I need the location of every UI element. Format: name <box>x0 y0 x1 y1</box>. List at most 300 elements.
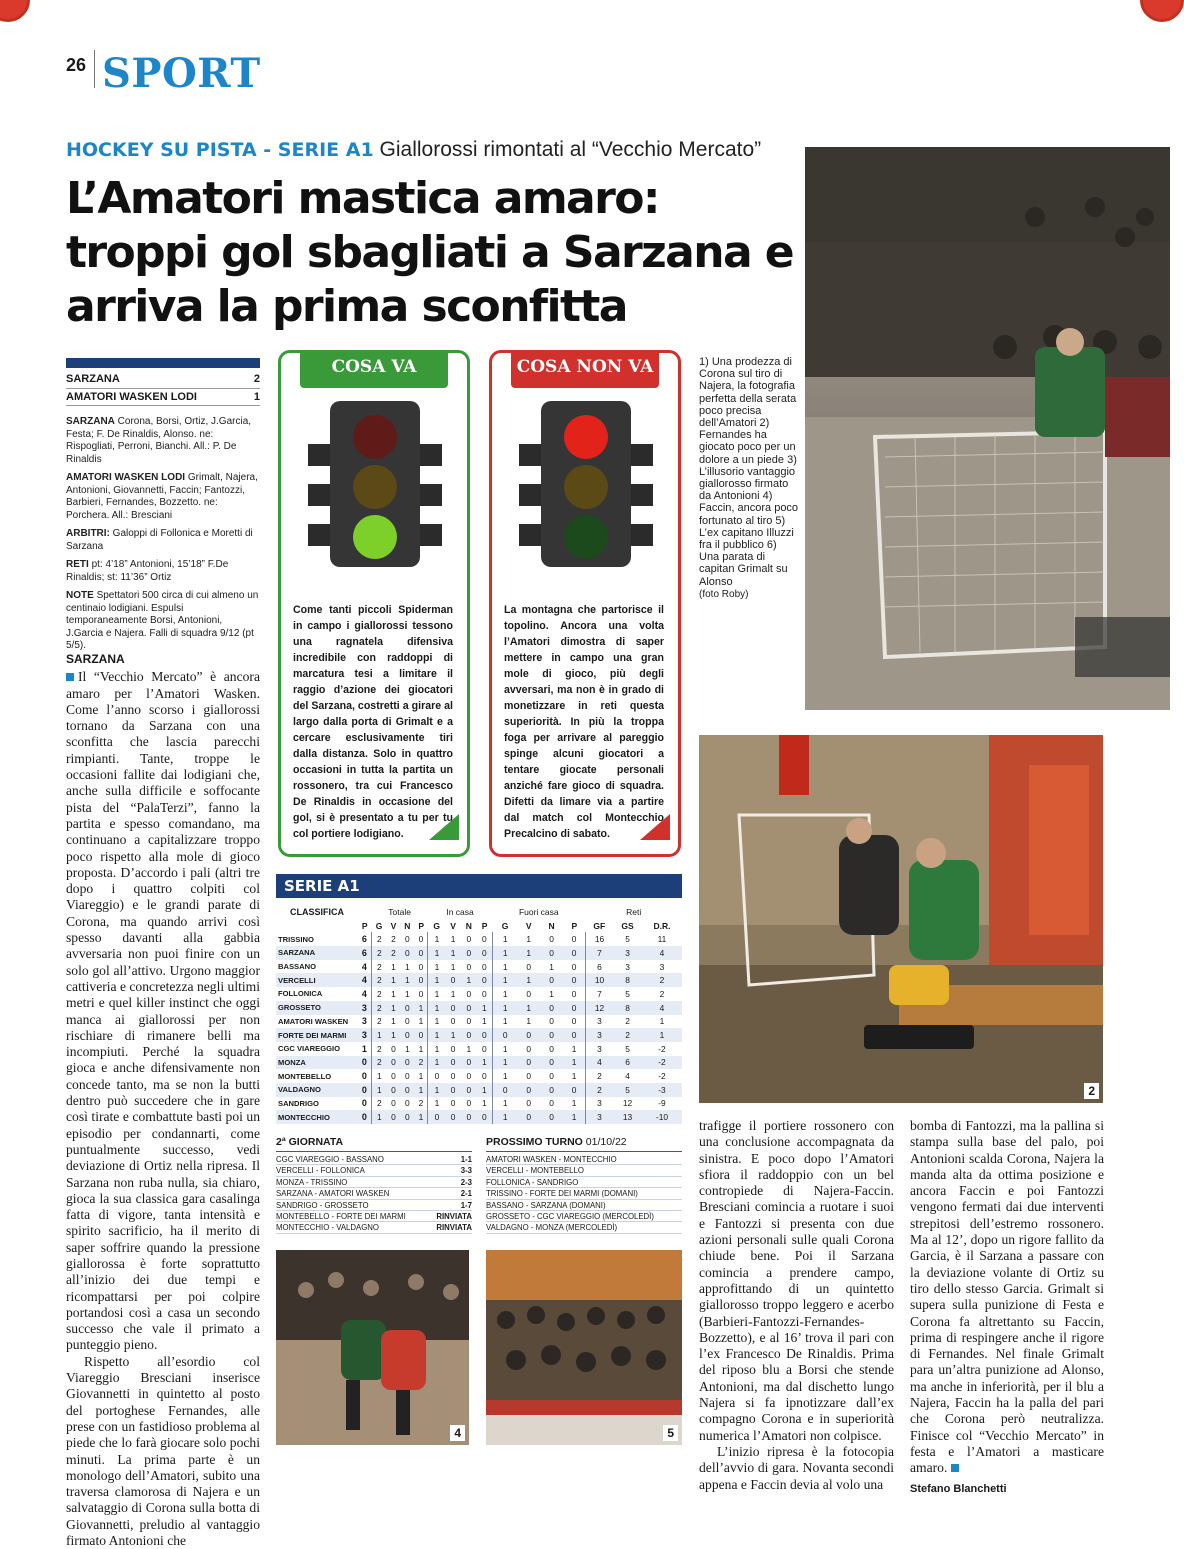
traffic-light-red-icon <box>516 399 656 569</box>
stat-cell: 3 <box>358 1028 371 1042</box>
column-header: P <box>418 920 425 931</box>
match-teams: SANDRIGO - GROSSETO <box>276 1200 369 1210</box>
stat-cell: 0 <box>450 1043 456 1054</box>
standings-row <box>276 1056 682 1070</box>
result-row <box>276 1222 472 1233</box>
stat-cell: 3 <box>361 1016 367 1027</box>
standings-row <box>276 1069 682 1083</box>
article-column-4 <box>910 1118 1104 1497</box>
stat-cell: 1 <box>492 1056 518 1070</box>
stat-cell: 1 <box>571 1098 577 1109</box>
stat-cell: 1 <box>450 988 456 999</box>
match-teams: MONTECCHIO - VALDAGNO <box>276 1223 379 1233</box>
stat-cell: 2 <box>371 1015 387 1029</box>
stat-cell: 0 <box>361 1098 367 1109</box>
column-header: GF <box>593 920 606 931</box>
stat-cell: 0 <box>540 1056 564 1070</box>
stat-cell: 0 <box>482 934 487 945</box>
away-lineup: AMATORI WASKEN LODI Grimalt, Najera, Antonioni, Giovannetti, Faccin; Fantozzi, Barbieri, Fernandes, Bozzetto. ne: Porchera. All.: Bresciani <box>66 472 258 521</box>
stat-cell: 1 <box>371 1083 387 1097</box>
stat-cell: 1 <box>549 988 554 999</box>
paragraph: L’inizio ripresa è la fotocopia dell’avvio di gara. Novanta secondi appena e Faccin devia al volo una <box>699 1443 894 1492</box>
stat-cell: 4 <box>642 946 682 960</box>
column-header: P <box>481 920 488 931</box>
stat-cell: 3 <box>613 946 642 960</box>
stat-cell: 0 <box>400 1083 414 1097</box>
standings-row <box>276 1097 682 1111</box>
stat-cell: 1 <box>526 934 532 945</box>
stat-cell: 0 <box>405 1016 410 1027</box>
match-score: RINVIATA <box>436 1223 472 1233</box>
stat-cell: 0 <box>492 1083 518 1097</box>
column-header: V <box>390 920 397 931</box>
stat-cell: 2 <box>371 960 387 974</box>
stat-cell: 0 <box>549 934 554 945</box>
stat-cell: 1 <box>518 973 540 987</box>
stat-cell: 0 <box>358 1110 371 1124</box>
standings-group-header <box>276 905 682 919</box>
fixture-row <box>486 1222 682 1233</box>
home-team-row <box>66 371 260 389</box>
stat-cell: 1 <box>415 1083 428 1097</box>
stat-cell: 6 <box>613 1056 642 1070</box>
scorebox-bar <box>66 358 260 368</box>
fixture-teams: VALDAGNO - MONZA (MERCOLEDÌ) <box>486 1223 618 1233</box>
stat-cell: 0 <box>540 1083 564 1097</box>
match-score: 2-1 <box>460 1189 472 1199</box>
group-totale: Totale <box>388 906 411 917</box>
stat-cell: -2 <box>642 1056 682 1070</box>
stat-cell: 0 <box>415 1028 428 1042</box>
stat-cell: 0 <box>549 1098 554 1109</box>
stat-cell: 0 <box>450 1016 456 1027</box>
stat-cell: 0 <box>461 946 477 960</box>
standings-column-header <box>276 919 682 933</box>
stat-cell: 3 <box>585 1042 613 1056</box>
stat-cell: 0 <box>466 961 472 972</box>
result-row <box>276 1177 472 1188</box>
stat-cell: 1 <box>428 1042 446 1056</box>
team-name: MONTECCHIO <box>276 1110 358 1124</box>
stat-cell: 1 <box>428 987 446 1001</box>
away-score: 1 <box>253 390 260 403</box>
stat-cell: 0 <box>477 973 492 987</box>
standings-row <box>276 987 682 1001</box>
column-header: V <box>450 920 456 931</box>
column-header: G <box>501 920 509 931</box>
fixture-row <box>486 1154 682 1165</box>
stat-cell: 0 <box>415 946 428 960</box>
fixture-row <box>486 1200 682 1211</box>
stat-cell: 0 <box>482 1071 487 1082</box>
team-name: MONZA <box>276 1056 358 1070</box>
photo-player-bench <box>699 735 1103 1103</box>
stat-cell: 0 <box>466 1098 472 1109</box>
stat-cell: 1 <box>518 1001 540 1015</box>
stat-cell: 1 <box>391 1016 396 1027</box>
stat-cell: 1 <box>391 988 396 999</box>
stat-cell: 1 <box>450 934 456 945</box>
stat-cell: -3 <box>642 1083 682 1097</box>
section-title: SPORT <box>102 50 261 97</box>
match-score: 1-1 <box>460 1155 472 1164</box>
stat-cell: 1 <box>418 1016 424 1027</box>
stat-cell: 2 <box>371 973 387 987</box>
stat-cell: 1 <box>428 1056 446 1070</box>
stat-cell: 1 <box>415 1110 428 1124</box>
stat-cell: 0 <box>477 1110 492 1124</box>
stat-cell: 2 <box>625 1016 630 1027</box>
fixture-teams: AMATORI WASKEN - MONTECCHIO <box>486 1155 617 1164</box>
photo-faccin <box>276 1250 469 1445</box>
photo-credit: (foto Roby) <box>699 588 749 600</box>
standings-row <box>276 1028 682 1042</box>
match-score: RINVIATA <box>436 1211 472 1221</box>
stat-cell: 3 <box>659 961 665 972</box>
team-name: FORTE DEI MARMI <box>276 1028 358 1042</box>
standings-table <box>276 905 682 1124</box>
standings-row <box>276 973 682 987</box>
stat-cell: 0 <box>563 1028 585 1042</box>
photo-crowd <box>486 1250 682 1445</box>
kicker <box>66 138 761 162</box>
stat-cell: 0 <box>466 1016 472 1027</box>
cosa-va-text: Come tanti piccoli Spiderman in campo i giallorossi tessono una ragnatela difensiva incredibile con raddoppi di marcatura tesi a limitare il raggio d’azione dei giocatori del Sarzana, costretti a girare al largo dalla porta di Grimalt e a cercare esclusivamente tiri dalla distanza. Solo in quattro occasioni in tutta la partita un rossonero, tra cui Francesco De Rinaldis in occasione del gol, si è presentato a tu per tu col portiere lodigiano. <box>293 604 453 840</box>
stat-cell: 0 <box>526 1071 532 1082</box>
stat-cell: 0 <box>540 1028 564 1042</box>
home-score: 2 <box>253 373 260 385</box>
corner-decoration-right <box>1140 0 1184 22</box>
headline: L’Amatori mastica amaro: troppi gol sbagliati a Sarzana e arriva la prima sconfitta <box>66 173 794 332</box>
photo-goalkeeper-save <box>805 147 1170 710</box>
captions-text: 1) Una prodezza di Corona sul tiro di Najera, la fotografia perfetta della serata poco precisa dell’Amatori 2) Fernandes ha giocato poco per un dolore a un piede 3) L’illusorio vantaggio giallorosso firmato da Antonioni 4) Faccin, ancora poco fortunato al tiro 5) L’ex capitano Illuzzi fra il pubblico 6) Una parata di capitan Grimalt su Alonso <box>699 356 799 588</box>
column-header: N <box>465 920 472 931</box>
cosa-va-title: COSA VA <box>300 350 448 388</box>
stat-cell: 1 <box>446 1028 461 1042</box>
stat-cell: 3 <box>585 1097 613 1111</box>
match-teams: SARZANA - AMATORI WASKEN <box>276 1189 390 1199</box>
stat-cell: 0 <box>391 1071 396 1082</box>
stat-cell: 1 <box>428 973 446 987</box>
stat-cell: 13 <box>613 1110 642 1124</box>
fixture-teams: BASSANO - SARZANA (DOMANI) <box>486 1200 606 1210</box>
notes: NOTE Spettatori 500 circa di cui almeno un centinaio lodigiani. Espulsi temporaneamente Borsi, Antonioni, J.Garcia e Najera. Falli di squadra 9/12 (pt 5/5). <box>66 590 259 651</box>
column-header: N <box>404 920 411 931</box>
team-name: AMATORI WASKEN <box>278 1016 349 1026</box>
stat-cell: 1 <box>492 1001 518 1015</box>
stat-cell: 0 <box>482 988 487 999</box>
stat-cell: 1 <box>428 932 446 946</box>
stat-cell: 1 <box>492 1110 518 1124</box>
results-box <box>276 1136 472 1234</box>
next-round-title: PROSSIMO TURNO 01/10/22 <box>486 1136 682 1152</box>
fixture-row <box>486 1211 682 1222</box>
stat-cell: 1 <box>361 1043 367 1054</box>
result-row <box>276 1165 472 1176</box>
stat-cell: 1 <box>428 1028 446 1042</box>
stat-cell: 0 <box>387 1083 400 1097</box>
match-teams: VERCELLI - FOLLONICA <box>276 1166 365 1176</box>
team-name: MONTEBELLO <box>278 1071 332 1081</box>
match-teams: MONZA - TRISSINO <box>276 1177 348 1187</box>
stat-cell: 0 <box>418 988 424 999</box>
stat-cell: 0 <box>563 1083 585 1097</box>
fixture-row <box>486 1177 682 1188</box>
stat-cell: 0 <box>400 1056 414 1070</box>
stat-cell: 0 <box>518 1110 540 1124</box>
stat-cell: 1 <box>492 973 518 987</box>
stat-cell: 1 <box>477 1083 492 1097</box>
column-header: GS <box>621 920 634 931</box>
stat-cell: 0 <box>477 946 492 960</box>
stat-cell: 1 <box>450 961 456 972</box>
stat-cell: 1 <box>405 1043 410 1054</box>
stat-cell: 7 <box>585 987 613 1001</box>
stat-cell: 0 <box>540 946 564 960</box>
team-name: BASSANO <box>278 962 316 972</box>
stat-cell: 0 <box>450 1071 456 1082</box>
group-fuori-casa: Fuori casa <box>518 906 559 917</box>
stat-cell: 12 <box>585 1001 613 1015</box>
standings-row <box>276 932 682 946</box>
team-name: SARZANA <box>276 946 358 960</box>
header-divider <box>94 50 95 88</box>
stat-cell: 0 <box>446 1056 461 1070</box>
column-header: G <box>433 920 441 931</box>
stat-cell: 1 <box>518 946 540 960</box>
cosa-non-va-box <box>489 350 681 857</box>
stat-cell: 0 <box>361 1071 367 1082</box>
photo-number: 5 <box>663 1425 678 1441</box>
stat-cell: 0 <box>518 1056 540 1070</box>
stat-cell: 4 <box>358 973 371 987</box>
stat-cell: 0 <box>400 1110 414 1124</box>
stat-cell: 0 <box>526 988 532 999</box>
stat-cell: 0 <box>391 1043 396 1054</box>
kicker-category: HOCKEY SU PISTA - SERIE A1 <box>66 139 374 161</box>
stat-cell: 1 <box>415 1001 428 1015</box>
article-column-3 <box>699 1118 894 1493</box>
stat-cell: 16 <box>585 932 613 946</box>
corner-flag <box>640 814 670 840</box>
stat-cell: 0 <box>549 1043 554 1054</box>
stat-cell: 0 <box>358 1056 371 1070</box>
stat-cell: 3 <box>358 1001 371 1015</box>
match-score: 1-7 <box>460 1200 472 1210</box>
stat-cell: 4 <box>625 1071 630 1082</box>
stat-cell: 4 <box>361 988 367 999</box>
stat-cell: 0 <box>400 1001 414 1015</box>
stat-cell: 1 <box>418 1043 424 1054</box>
column-header: D.R. <box>653 920 671 931</box>
author: Stefano Blanchetti <box>910 1482 1007 1495</box>
stat-cell: 0 <box>466 1071 472 1082</box>
stat-cell: 1 <box>492 1015 518 1029</box>
group-in-casa: In casa <box>446 906 474 917</box>
stat-cell: 1 <box>466 1043 472 1054</box>
stat-cell: 1 <box>482 1016 487 1027</box>
stat-cell: 0 <box>563 946 585 960</box>
stat-cell: 0 <box>563 1001 585 1015</box>
standings-row <box>276 1083 682 1097</box>
stat-cell: 0 <box>446 1110 461 1124</box>
match-teams: MONTEBELLO - FORTE DEI MARMI <box>276 1211 406 1221</box>
stat-cell: 0 <box>540 1110 564 1124</box>
stat-cell: 6 <box>361 934 367 945</box>
article-column-1 <box>66 651 260 1549</box>
stat-cell: 1 <box>387 973 400 987</box>
cosa-non-va-text: La montagna che partorisce il topolino. Ancora una volta l’Amatori dimostra di saper mettere in campo una gran mole di gioco, più degli avversari, ma non è in grado di monetizzare in reti questa superiorità. In più la troppa foga per arrivare al pareggio spinge alcuni giocatori a tentare giocate personali anziché fare gioco di squadra. Difetti da limare via a partire dal match col Montecchio Precalcino di sabato. <box>504 604 664 840</box>
stat-cell: 1 <box>477 1001 492 1015</box>
stat-cell: 1 <box>571 1043 577 1054</box>
home-lineup: SARZANA Corona, Borsi, Ortiz, J.Garcia, Festa; F. De Rinaldis, Alonso. ne: Rispogliati, Perroni, Bianchi. All.: P. De Rinaldis <box>66 416 252 465</box>
standings-title: SERIE A1 <box>276 874 682 898</box>
stat-cell: 0 <box>526 961 532 972</box>
goals: RETI pt: 4’18” Antonioni, 15’18” F.De Rinaldis; st: 11’36” Ortiz <box>66 559 229 583</box>
stat-cell: 1 <box>371 1069 387 1083</box>
photo-number: 2 <box>1084 1083 1099 1099</box>
column-header: N <box>548 920 555 931</box>
stat-cell: 1 <box>477 1056 492 1070</box>
stat-cell: 0 <box>446 1083 461 1097</box>
stat-cell: 0 <box>358 1083 371 1097</box>
stat-cell: 0 <box>540 1001 564 1015</box>
stat-cell: 0 <box>571 961 577 972</box>
stat-cell: 1 <box>405 961 410 972</box>
stat-cell: 0 <box>477 1028 492 1042</box>
column-header: P <box>361 920 368 931</box>
column-header: P <box>571 920 578 931</box>
stat-cell: 2 <box>418 1098 424 1109</box>
stat-cell: 0 <box>482 1043 487 1054</box>
stat-cell: 7 <box>585 946 613 960</box>
stat-cell: 0 <box>518 1083 540 1097</box>
fixture-teams: VERCELLI - MONTEBELLO <box>486 1166 584 1176</box>
traffic-light-green-icon <box>305 399 445 569</box>
stat-cell: 0 <box>428 1110 446 1124</box>
column-header: V <box>525 920 532 931</box>
stat-cell: 1 <box>563 1056 585 1070</box>
referees: ARBITRI: Galoppi di Follonica e Moretti di Sarzana <box>66 528 253 552</box>
corner-decoration-left <box>0 0 30 22</box>
stat-cell: 2 <box>371 1001 387 1015</box>
stat-cell: 0 <box>526 1098 532 1109</box>
standings-row <box>276 1042 682 1056</box>
stat-cell: 1 <box>526 1016 532 1027</box>
stat-cell: 1 <box>428 960 446 974</box>
stat-cell: 1 <box>492 1042 518 1056</box>
stat-cell: 1 <box>387 1001 400 1015</box>
away-team-row <box>66 389 260 407</box>
stat-cell: 8 <box>613 1001 642 1015</box>
stat-cell: 1 <box>492 960 518 974</box>
stat-cell: 1 <box>492 987 518 1001</box>
stat-cell: 3 <box>585 1015 613 1029</box>
stat-cell: 1 <box>371 1110 387 1124</box>
stat-cell: 0 <box>418 961 424 972</box>
stat-cell: 2 <box>371 1042 387 1056</box>
stat-cell: -10 <box>642 1110 682 1124</box>
result-row <box>276 1200 472 1211</box>
stat-cell: 2 <box>371 1097 387 1111</box>
stat-cell: 0 <box>405 934 410 945</box>
result-row <box>276 1211 472 1222</box>
stat-cell: 2 <box>391 934 396 945</box>
stat-cell: -2 <box>658 1043 666 1054</box>
cosa-va-box <box>278 350 470 857</box>
stat-cell: 1 <box>428 1097 446 1111</box>
stat-cell: 0 <box>563 973 585 987</box>
stat-cell: 0 <box>466 934 472 945</box>
stat-cell: 1 <box>492 946 518 960</box>
stat-cell: 0 <box>571 1016 577 1027</box>
stat-cell: 2 <box>371 1056 387 1070</box>
stat-cell: 2 <box>613 1028 642 1042</box>
stat-cell: 5 <box>625 988 630 999</box>
stat-cell: 11 <box>657 934 667 945</box>
paragraph: trafigge il portiere rossonero con una conclusione accompagnata da sinistra. E poco dopo l’Amatori sfiora il raddoppio con un bel contropiede di Najera-Faccin. Bresciani comincia a ruotare i suoi e Fantozzi si presenta con due azioni personali sulle quali Corona chiude bene. Poi il Sarzana comincia a prendere campo, approfittando di un quintetto giallorosso troppo leggero e acerbo (Barbieri-Fantozzi-Fernandes-Bozzetto), e al 16’ trova il pari con l’ex Francesco De Rinaldis. Prima del riposo blu a Borsi che stende Antonioni, ma dal dischetto lungo Najera si fa ipnotizzare dall’ex compagno Corona e in superiorità numerica l’Amatori non colpisce. <box>699 1118 894 1443</box>
stat-cell: 4 <box>642 1001 682 1015</box>
result-row <box>276 1188 472 1199</box>
stat-cell: 1 <box>405 988 410 999</box>
stat-cell: 0 <box>461 1110 477 1124</box>
stat-cell: 5 <box>625 934 630 945</box>
stat-cell: 0 <box>400 946 414 960</box>
kicker-text: Giallorossi rimontati al “Vecchio Mercato” <box>379 138 762 161</box>
match-report <box>66 358 260 653</box>
standings-row <box>276 1015 682 1029</box>
home-team: SARZANA <box>66 373 120 385</box>
team-name: FOLLONICA <box>278 989 323 999</box>
stat-cell: 6 <box>358 946 371 960</box>
fixture-teams: FOLLONICA - SANDRIGO <box>486 1177 579 1187</box>
fixture-teams: GROSSETO - CGC VIAREGGIO (MERCOLEDÌ) <box>486 1211 654 1221</box>
stat-cell: 0 <box>549 1016 554 1027</box>
standings-row <box>276 1001 682 1015</box>
group-reti: Reti <box>626 906 642 917</box>
stat-cell: 0 <box>446 1001 461 1015</box>
classifica-label: CLASSIFICA <box>290 906 344 917</box>
stat-cell: 0 <box>391 1098 396 1109</box>
stat-cell: 1 <box>428 1083 446 1097</box>
stat-cell: 5 <box>625 1043 630 1054</box>
cosa-non-va-title: COSA NON VA <box>511 350 659 388</box>
stat-cell: 0 <box>446 973 461 987</box>
stat-cell: 1 <box>492 1097 518 1111</box>
team-name: VALDAGNO <box>276 1083 358 1097</box>
stat-cell: 2 <box>415 1056 428 1070</box>
fixture-teams: TRISSINO - FORTE DEI MARMI (DOMANI) <box>486 1189 638 1199</box>
away-team: AMATORI WASKEN LODI <box>66 390 197 403</box>
stat-cell: 2 <box>371 946 387 960</box>
stat-cell: 4 <box>361 961 367 972</box>
stat-cell: 0 <box>387 1056 400 1070</box>
stat-cell: 1 <box>549 961 554 972</box>
photo-captions <box>699 356 799 601</box>
stat-cell: 0 <box>549 1071 554 1082</box>
paragraph-marker <box>66 673 74 681</box>
stat-cell: 1 <box>400 973 414 987</box>
stat-cell: 10 <box>585 973 613 987</box>
stat-cell: 3 <box>585 1110 613 1124</box>
stat-cell: 2 <box>659 988 665 999</box>
stat-cell: 0 <box>526 1043 532 1054</box>
stat-cell: 8 <box>613 973 642 987</box>
team-name: TRISSINO <box>278 934 314 944</box>
match-score: 3-3 <box>460 1166 472 1176</box>
end-marker <box>951 1464 959 1472</box>
photo-number: 4 <box>450 1425 465 1441</box>
